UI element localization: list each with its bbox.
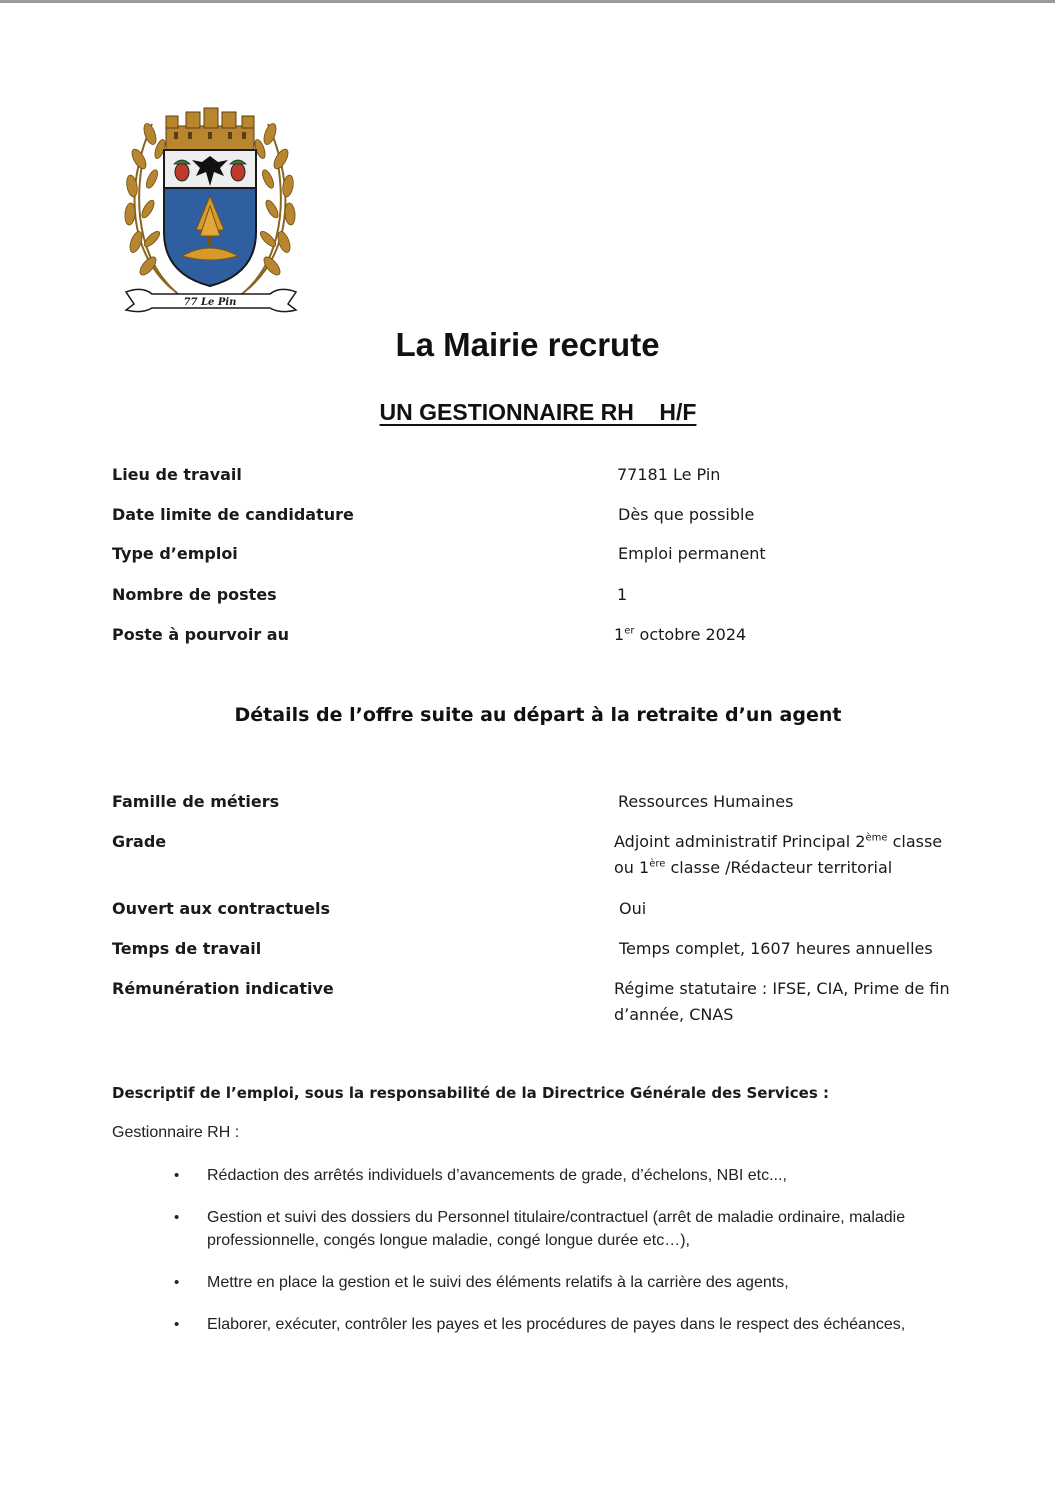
description-subheading: Gestionnaire RH : [112, 1124, 240, 1141]
detail-value: Ressources Humaines [618, 792, 794, 811]
info-value [614, 622, 974, 648]
info-label: Poste à pourvoir au [112, 625, 289, 644]
grade-line-1-prefix: Adjoint administratif Principal 2 [614, 832, 866, 851]
detail-value: Temps complet, 1607 heures annuelles [619, 939, 933, 958]
detail-label: Rémunération indicative [112, 979, 334, 998]
list-item [172, 1313, 982, 1336]
detail-value: Oui [619, 899, 647, 918]
grade-line-2 [614, 855, 974, 881]
info-label: Nombre de postes [112, 585, 277, 604]
list-item [172, 1206, 982, 1252]
list-item-text: Mettre en place la gestion et le suivi des éléments relatifs à la carrière des agents, [207, 1274, 789, 1291]
list-item [172, 1271, 982, 1294]
grade-line-2-sup: ère [649, 858, 666, 870]
info-value: 1 [617, 585, 628, 604]
date-day: 1 [614, 625, 625, 644]
list-item-text: Rédaction des arrêtés individuels d’avancements de grade, d’échelons, NBI etc..., [207, 1167, 787, 1184]
list-item-text: Elaborer, exécuter, contrôler les payes et les procédures de payes dans le respect des échéances, [207, 1316, 906, 1333]
detail-value: Régime statutaire : IFSE, CIA, Prime de fin d’année, CNAS [614, 979, 950, 1024]
info-label: Date limite de candidature [112, 505, 354, 524]
job-title [0, 399, 1055, 426]
detail-label: Grade [112, 832, 167, 851]
info-label: Type d’emploi [112, 544, 238, 563]
crest-banner-text: 77 Le Pin [183, 297, 237, 308]
coat-of-arms-icon [112, 104, 308, 316]
description-heading: Descriptif de l’emploi, sous la responsabilité de la Directrice Générale des Services : [112, 1084, 829, 1102]
grade-line-1 [614, 829, 974, 855]
page-title: La Mairie recrute [395, 326, 660, 363]
job-title-text: UN GESTIONNAIRE RH H/F [379, 399, 697, 425]
bullet-icon: • [174, 1209, 180, 1226]
scan-top-border [0, 0, 1055, 3]
bullet-icon: • [174, 1167, 180, 1184]
bullet-icon: • [174, 1316, 180, 1333]
info-value: Dès que possible [618, 505, 755, 524]
detail-value [614, 829, 974, 881]
info-value: Emploi permanent [618, 544, 766, 563]
grade-line-1-suffix: classe [887, 832, 943, 851]
detail-label: Temps de travail [112, 939, 262, 958]
list-item [172, 1164, 982, 1187]
grade-line-2-prefix: ou 1 [614, 858, 650, 877]
details-section-title: Détails de l’offre suite au départ à la retraite d’un agent [234, 704, 842, 726]
info-label: Lieu de travail [112, 465, 242, 484]
bullet-icon: • [174, 1274, 180, 1291]
grade-line-1-sup: ème [865, 832, 888, 844]
list-item-text: Gestion et suivi des dossiers du Personnel titulaire/contractuel (arrêt de maladie ordinaire, maladie professionnelle, congés longue maladie, congé longue durée etc…), [207, 1209, 906, 1249]
date-ordinal: er [624, 625, 635, 637]
date-rest: octobre 2024 [634, 625, 747, 644]
info-value: 77181 Le Pin [617, 465, 721, 484]
detail-label: Ouvert aux contractuels [112, 899, 331, 918]
grade-line-2-suffix: classe /Rédacteur territorial [665, 858, 893, 877]
detail-label: Famille de métiers [112, 792, 280, 811]
missions-list [172, 1164, 982, 1355]
